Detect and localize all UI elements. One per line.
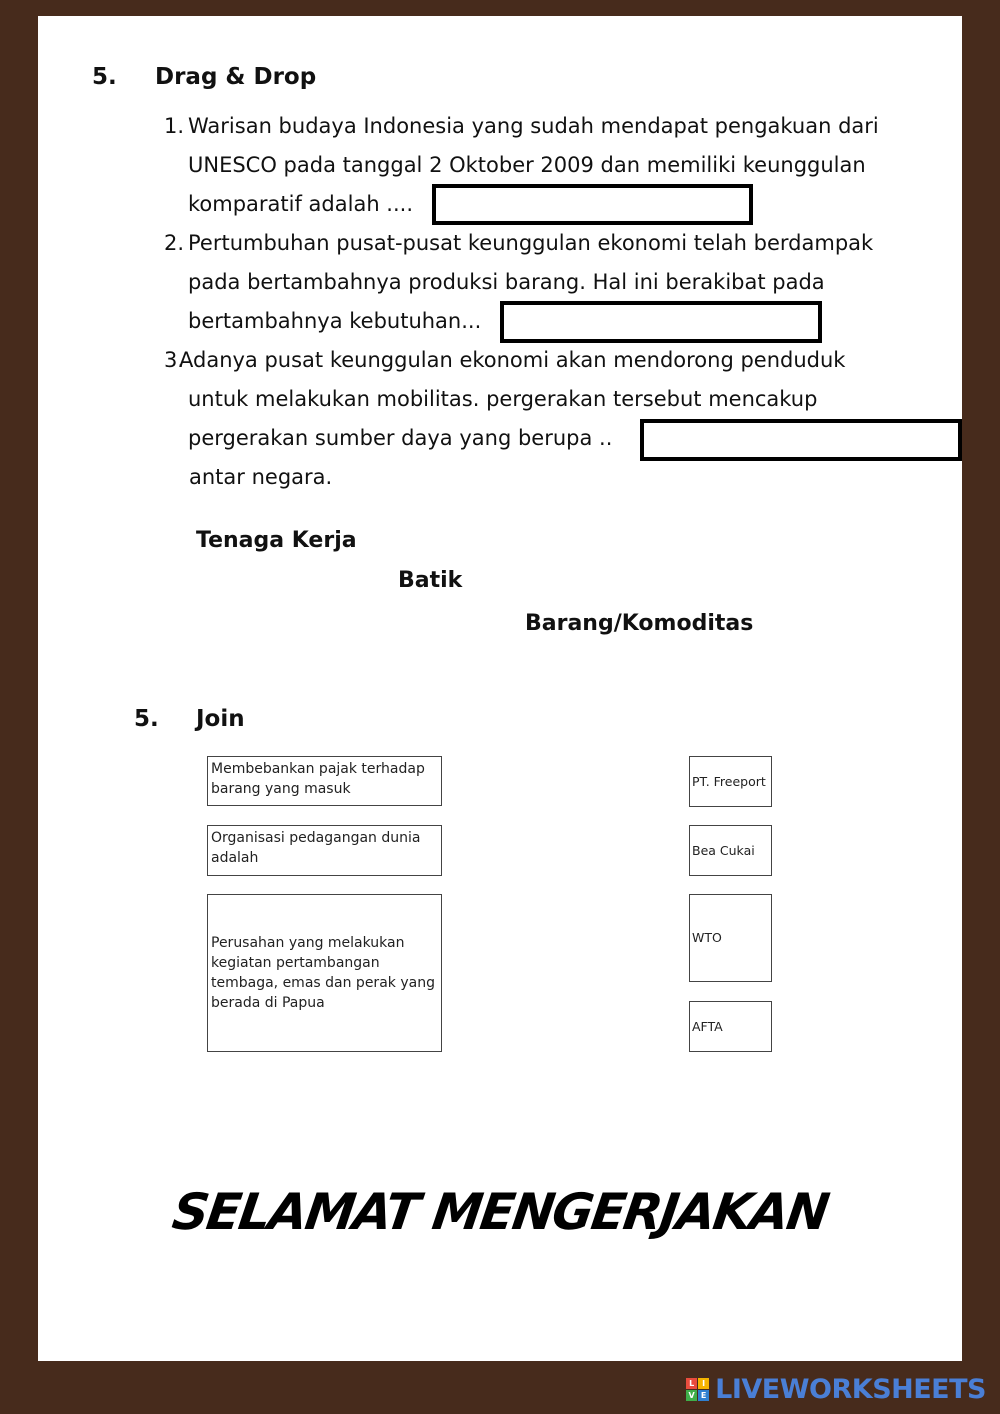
question-text-line: Adanya pusat keunggulan ekonomi akan mendorong penduduk — [179, 348, 846, 372]
question-text-line: pergerakan sumber daya yang berupa .. — [188, 426, 613, 450]
section-number: 5. — [92, 64, 117, 90]
question-text-line: untuk melakukan mobilitas. pergerakan tersebut mencakup — [188, 387, 818, 411]
drop-zone-2[interactable] — [500, 301, 822, 343]
join-right-item-bea-cukai[interactable]: Bea Cukai — [689, 825, 772, 876]
join-left-item-1[interactable]: Membebankan pajak terhadap barang yang masuk — [207, 756, 442, 806]
question-number: 1. — [164, 114, 185, 138]
join-right-item-wto[interactable]: WTO — [689, 894, 772, 982]
section-title-drag-drop: Drag & Drop — [155, 64, 317, 90]
drop-zone-3[interactable] — [640, 419, 962, 461]
brand-footer — [686, 1373, 986, 1405]
drag-option-batik[interactable]: Batik — [398, 568, 463, 593]
question-text-line: Pertumbuhan pusat-pusat keunggulan ekonomi telah berdampak — [188, 231, 874, 255]
join-right-item-pt-freeport[interactable]: PT. Freeport — [689, 756, 772, 807]
drag-option-tenaga-kerja[interactable]: Tenaga Kerja — [196, 528, 357, 553]
closing-message: SELAMAT MENGERJAKAN — [168, 1183, 832, 1241]
join-right-item-afta[interactable]: AFTA — [689, 1001, 772, 1052]
liveworksheets-logo-icon: L I V E — [686, 1378, 709, 1401]
question-text-line: antar negara. — [189, 465, 333, 489]
section-number: 5. — [134, 706, 159, 732]
question-text-line: bertambahnya kebutuhan... — [188, 309, 482, 333]
question-text-line: Warisan budaya Indonesia yang sudah mendapat pengakuan dari — [188, 114, 879, 138]
join-left-item-3-text: Perusahan yang melakukan kegiatan pertambangan tembaga, emas dan perak yang berada di Papua — [211, 935, 435, 1011]
question-number: 3. — [164, 348, 185, 372]
drag-option-barang-komoditas[interactable]: Barang/Komoditas — [525, 611, 754, 636]
question-text-line: UNESCO pada tanggal 2 Oktober 2009 dan memiliki keunggulan — [188, 153, 866, 177]
question-text-line: pada bertambahnya produksi barang. Hal ini berakibat pada — [188, 270, 825, 294]
brand-name: LIVEWORKSHEETS — [715, 1373, 986, 1405]
join-left-item-2[interactable]: Organisasi pedagangan dunia adalah — [207, 825, 442, 876]
question-number: 2. — [164, 231, 185, 255]
join-left-item-3[interactable] — [207, 894, 442, 1052]
drop-zone-1[interactable] — [432, 184, 753, 225]
question-text-line: komparatif adalah .... — [188, 192, 414, 216]
section-title-join: Join — [196, 706, 245, 732]
